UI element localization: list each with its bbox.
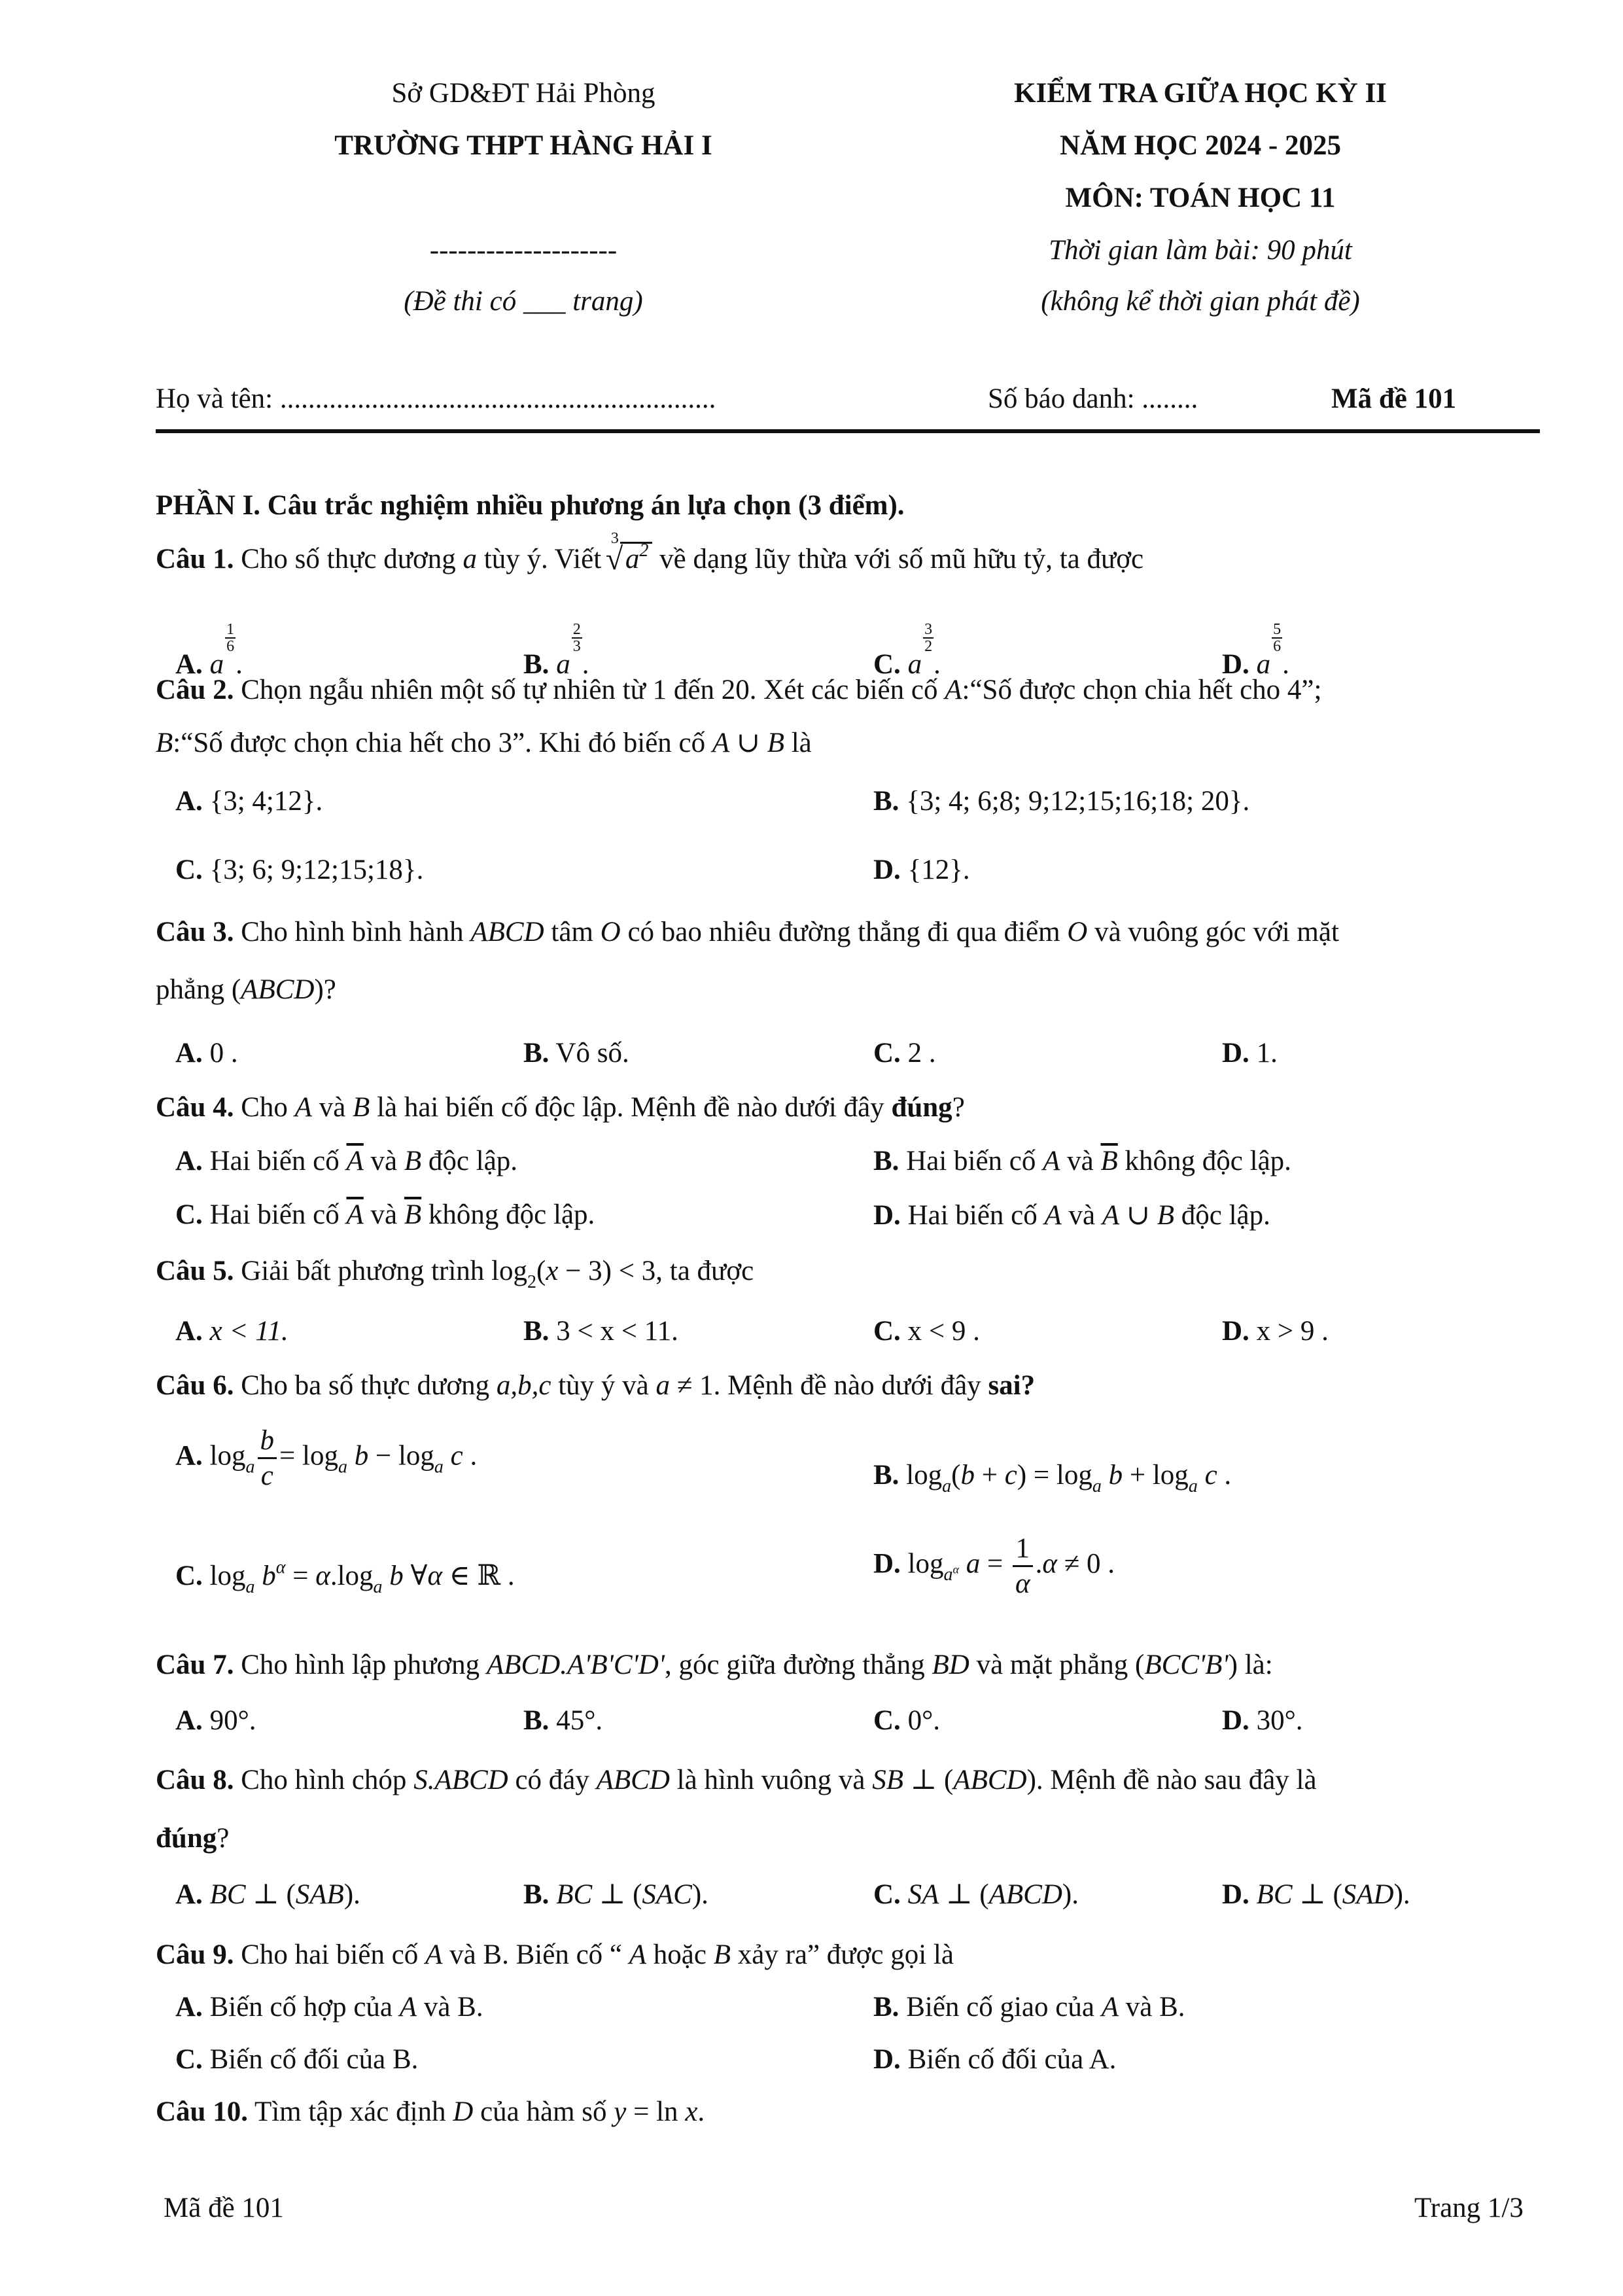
question-4: Câu 4. Cho A và B là hai biến cố độc lập. Mệnh đề nào dưới đây đúng?	[156, 1092, 965, 1123]
q8-option-a[interactable]: A. BC ⊥ (SAB).	[175, 1879, 360, 1910]
q1-option-d[interactable]: D. a $\frac{5}{6}$ .	[1222, 621, 1289, 680]
q7-option-a[interactable]: A. 90°.	[175, 1705, 256, 1736]
school-year: NĂM HỌC 2024 - 2025	[1060, 130, 1341, 161]
q6-option-d[interactable]: D. $\log_{a^\alpha} a$ = $\frac{1}{\alpha}$ .α ≠ 0 .	[873, 1533, 1115, 1599]
section-title: PHẦN I. Câu trắc nghiệm nhiều phương án lựa chọn (3 điểm).	[156, 490, 905, 521]
q5-option-a[interactable]: A. x < 11.	[175, 1316, 288, 1347]
q1-option-c[interactable]: C. a $\frac{3}{2}$ .	[873, 621, 941, 680]
q8-option-d[interactable]: D. BC ⊥ (SAD).	[1222, 1879, 1410, 1910]
header-right	[890, 77, 1511, 317]
q9-option-c[interactable]: C. Biến cố đối của B.	[175, 2044, 419, 2075]
q5-option-b[interactable]: B. 3 < x < 11.	[523, 1316, 678, 1347]
subject: MÔN: TOÁN HỌC 11	[1065, 183, 1336, 213]
question-3-cont: phẳng (ABCD)?	[156, 974, 336, 1005]
q9-option-b[interactable]: B. Biến cố giao của A và B.	[873, 1992, 1185, 2022]
q2-option-c[interactable]: C. {3; 6; 9;12;15;18}.	[175, 855, 424, 885]
question-7: Câu 7. Cho hình lập phương ABCD.A'B'C'D', góc giữa đường thẳng BD và mặt phẳng (BCC'B') là:	[156, 1650, 1273, 1680]
q4-option-d[interactable]: D. Hai biến cố A và A ∪ B độc lập.	[873, 1200, 1270, 1231]
q7-option-b[interactable]: B. 45°.	[523, 1705, 603, 1736]
q1-option-a[interactable]: A. a $\frac{1}{6}$ .	[175, 621, 243, 680]
exam-title: KIỂM TRA GIỮA HỌC KỲ II	[1014, 78, 1387, 109]
question-3: Câu 3. Cho hình bình hành ABCD tâm O có bao nhiêu đường thẳng đi qua điểm O và vuông góc với mặt	[156, 917, 1339, 947]
exam-time: Thời gian làm bài: 90 phút	[1049, 235, 1352, 266]
q3-option-b[interactable]: B. Vô số.	[523, 1038, 629, 1069]
question-10: Câu 10. Tìm tập xác định D của hàm số y = ln x.	[156, 2096, 705, 2127]
question-9: Câu 9. Cho hai biến cố A và B. Biến cố “ A hoặc B xảy ra” được gọi là	[156, 1939, 954, 1970]
school-name: TRƯỜNG THPT HÀNG HẢI I	[334, 130, 712, 161]
q3-option-d[interactable]: D. 1.	[1222, 1038, 1278, 1069]
department: Sở GD&ĐT Hải Phòng	[391, 78, 655, 109]
q4-option-a[interactable]: A. Hai biến cố $\overline{A}$ và B độc lập.	[175, 1146, 518, 1176]
footer-exam-code: Mã đề 101	[164, 2193, 284, 2223]
q5-option-d[interactable]: D. x > 9 .	[1222, 1316, 1329, 1347]
q2-option-a[interactable]: A. {3; 4;12}.	[175, 786, 323, 817]
student-id: Số báo danh: ........	[988, 383, 1198, 414]
q3-option-a[interactable]: A. 0 .	[175, 1038, 238, 1069]
question-5: Câu 5. Giải bất phương trình $\log_2(x - 3) < 3$, ta được	[156, 1256, 754, 1292]
q1-option-b[interactable]: B. a $\frac{2}{3}$ .	[523, 621, 589, 680]
exam-code: Mã đề 101	[1331, 383, 1457, 414]
q2-option-d[interactable]: D. {12}.	[873, 855, 970, 885]
header-divider	[156, 429, 1540, 433]
footer-page-number: Trang 1/3	[1414, 2193, 1524, 2223]
q7-option-d[interactable]: D. 30°.	[1222, 1705, 1303, 1736]
question-1: Câu 1. Cho số thực dương a tùy ý. Viết 3 √ $a^2$ về dạng lũy thừa với số mũ hữu tỷ, ta được	[156, 540, 1143, 575]
q4-option-b[interactable]: B. Hai biến cố A và $\overline{B}$ không độc lập.	[873, 1146, 1291, 1176]
q8-option-b[interactable]: B. BC ⊥ (SAC).	[523, 1879, 708, 1910]
page-count: (Đề thi có ___ trang)	[404, 286, 643, 317]
header-left	[196, 77, 850, 317]
q9-option-a[interactable]: A. Biến cố hợp của A và B.	[175, 1992, 483, 2022]
q6-option-c[interactable]: C. $\log_a b^\alpha = \alpha.\log_a$ b ∀α ∈ ℝ .	[175, 1557, 515, 1597]
question-8: Câu 8. Cho hình chóp S.ABCD có đáy ABCD là hình vuông và SB ⊥ (ABCD). Mệnh đề nào sau đây là	[156, 1765, 1317, 1795]
q3-option-c[interactable]: C. 2 .	[873, 1038, 936, 1069]
q6-option-a[interactable]: A. $\log_a$ $\frac{b}{c}$ = $\log_a b - \log_a c$ .	[175, 1425, 478, 1491]
q8-option-c[interactable]: C. SA ⊥ (ABCD).	[873, 1879, 1079, 1910]
q2-option-b[interactable]: B. {3; 4; 6;8; 9;12;15;16;18; 20}.	[873, 786, 1250, 817]
student-name: Họ và tên: ..............................................................	[156, 383, 716, 414]
q7-option-c[interactable]: C. 0°.	[873, 1705, 941, 1736]
q4-option-c[interactable]: C. Hai biến cố $\overline{A}$ và $\overline{B}$ không độc lập.	[175, 1199, 595, 1230]
q6-option-b[interactable]: B. $\log_a(b + c) = \log_a b + \log_a c$ .	[873, 1460, 1232, 1496]
q9-option-d[interactable]: D. Biến cố đối của A.	[873, 2044, 1117, 2075]
question-2: Câu 2. Chọn ngẫu nhiên một số tự nhiên từ 1 đến 20. Xét các biến cố A:“Số được chọn chia hết cho 4”;	[156, 675, 1322, 705]
dashes: --------------------	[429, 235, 618, 266]
q5-option-c[interactable]: C. x < 9 .	[873, 1316, 980, 1347]
question-6: Câu 6. Cho ba số thực dương a,b,c tùy ý và a ≠ 1. Mệnh đề nào dưới đây sai?	[156, 1370, 1036, 1401]
question-2-cont: B:“Số được chọn chia hết cho 3”. Khi đó biến cố A ∪ B là	[156, 728, 812, 758]
exam-note: (không kể thời gian phát đề)	[1041, 286, 1360, 317]
question-8-cont: đúng?	[156, 1823, 230, 1854]
